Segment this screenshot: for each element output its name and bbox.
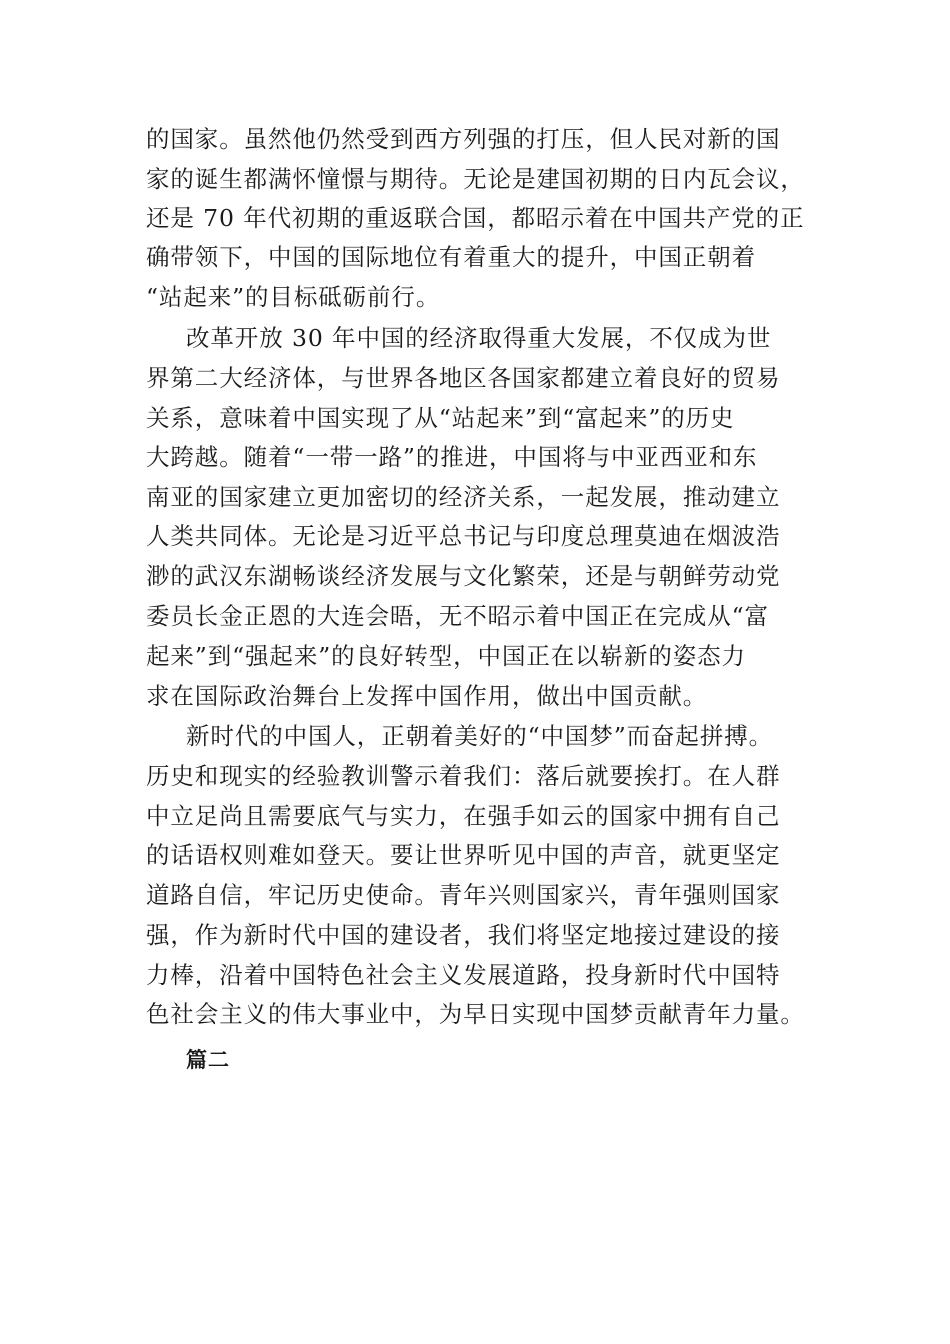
paragraph-line: 的话语权则难如登天。要让世界听见中国的声音，就更坚定 xyxy=(146,841,781,869)
paragraph-line: 起来”到“强起来”的良好转型，中国正在以崭新的姿态力 xyxy=(146,642,746,670)
paragraph-line: 界第二大经济体，与世界各地区各国家都建立着良好的贸易 xyxy=(146,364,781,392)
paragraph-line: 强，作为新时代中国的建设者，我们将坚定地接过建设的接 xyxy=(146,921,781,949)
paragraph-line: 力棒，沿着中国特色社会主义发展道路，投身新时代中国特 xyxy=(146,961,781,989)
paragraph-line: 求在国际政治舞台上发挥中国作用，做出中国贡献。 xyxy=(146,682,708,710)
paragraph-line: 道路自信，牢记历史使命。青年兴则国家兴，青年强则国家 xyxy=(146,881,781,909)
section-heading: 篇二 xyxy=(186,1048,230,1072)
paragraph-line: 改革开放 30 年中国的经济取得重大发展，不仅成为世 xyxy=(186,324,772,352)
paragraph-line: 确带领下，中国的国际地位有着重大的提升，中国正朝着 xyxy=(146,243,756,271)
paragraph-line: 委员长金正恩的大连会晤，无不昭示着中国正在完成从“富 xyxy=(146,602,769,630)
paragraph-line: “站起来”的目标砥砺前行。 xyxy=(146,283,441,311)
paragraph-line: 还是 70 年代初期的重返联合国，都昭示着在中国共产党的正 xyxy=(146,204,805,232)
paragraph-line: 中立足尚且需要底气与实力，在强手如云的国家中拥有自己 xyxy=(146,802,781,830)
paragraph-line: 历史和现实的经验教训警示着我们：落后就要挨打。在人群 xyxy=(146,762,781,790)
paragraph-line: 南亚的国家建立更加密切的经济关系，一起发展，推动建立 xyxy=(146,483,781,511)
paragraph-line: 大跨越。随着“一带一路”的推进，中国将与中亚西亚和东 xyxy=(146,443,758,471)
paragraph-line: 新时代的中国人，正朝着美好的“中国梦”而奋起拼搏。 xyxy=(186,722,774,750)
paragraph-line: 家的诞生都满怀憧憬与期待。无论是建国初期的日内瓦会议， xyxy=(146,165,805,193)
paragraph-line: 人类共同体。无论是习近平总书记与印度总理莫迪在烟波浩 xyxy=(146,522,781,550)
paragraph-line: 色社会主义的伟大事业中，为早日实现中国梦贡献青年力量。 xyxy=(146,1000,805,1028)
paragraph-line: 的国家。虽然他仍然受到西方列强的打压，但人民对新的国 xyxy=(146,125,781,153)
paragraph-line: 渺的武汉东湖畅谈经济发展与文化繁荣，还是与朝鲜劳动党 xyxy=(146,562,781,590)
paragraph-line: 关系，意味着中国实现了从“站起来”到“富起来”的历史 xyxy=(146,404,735,432)
